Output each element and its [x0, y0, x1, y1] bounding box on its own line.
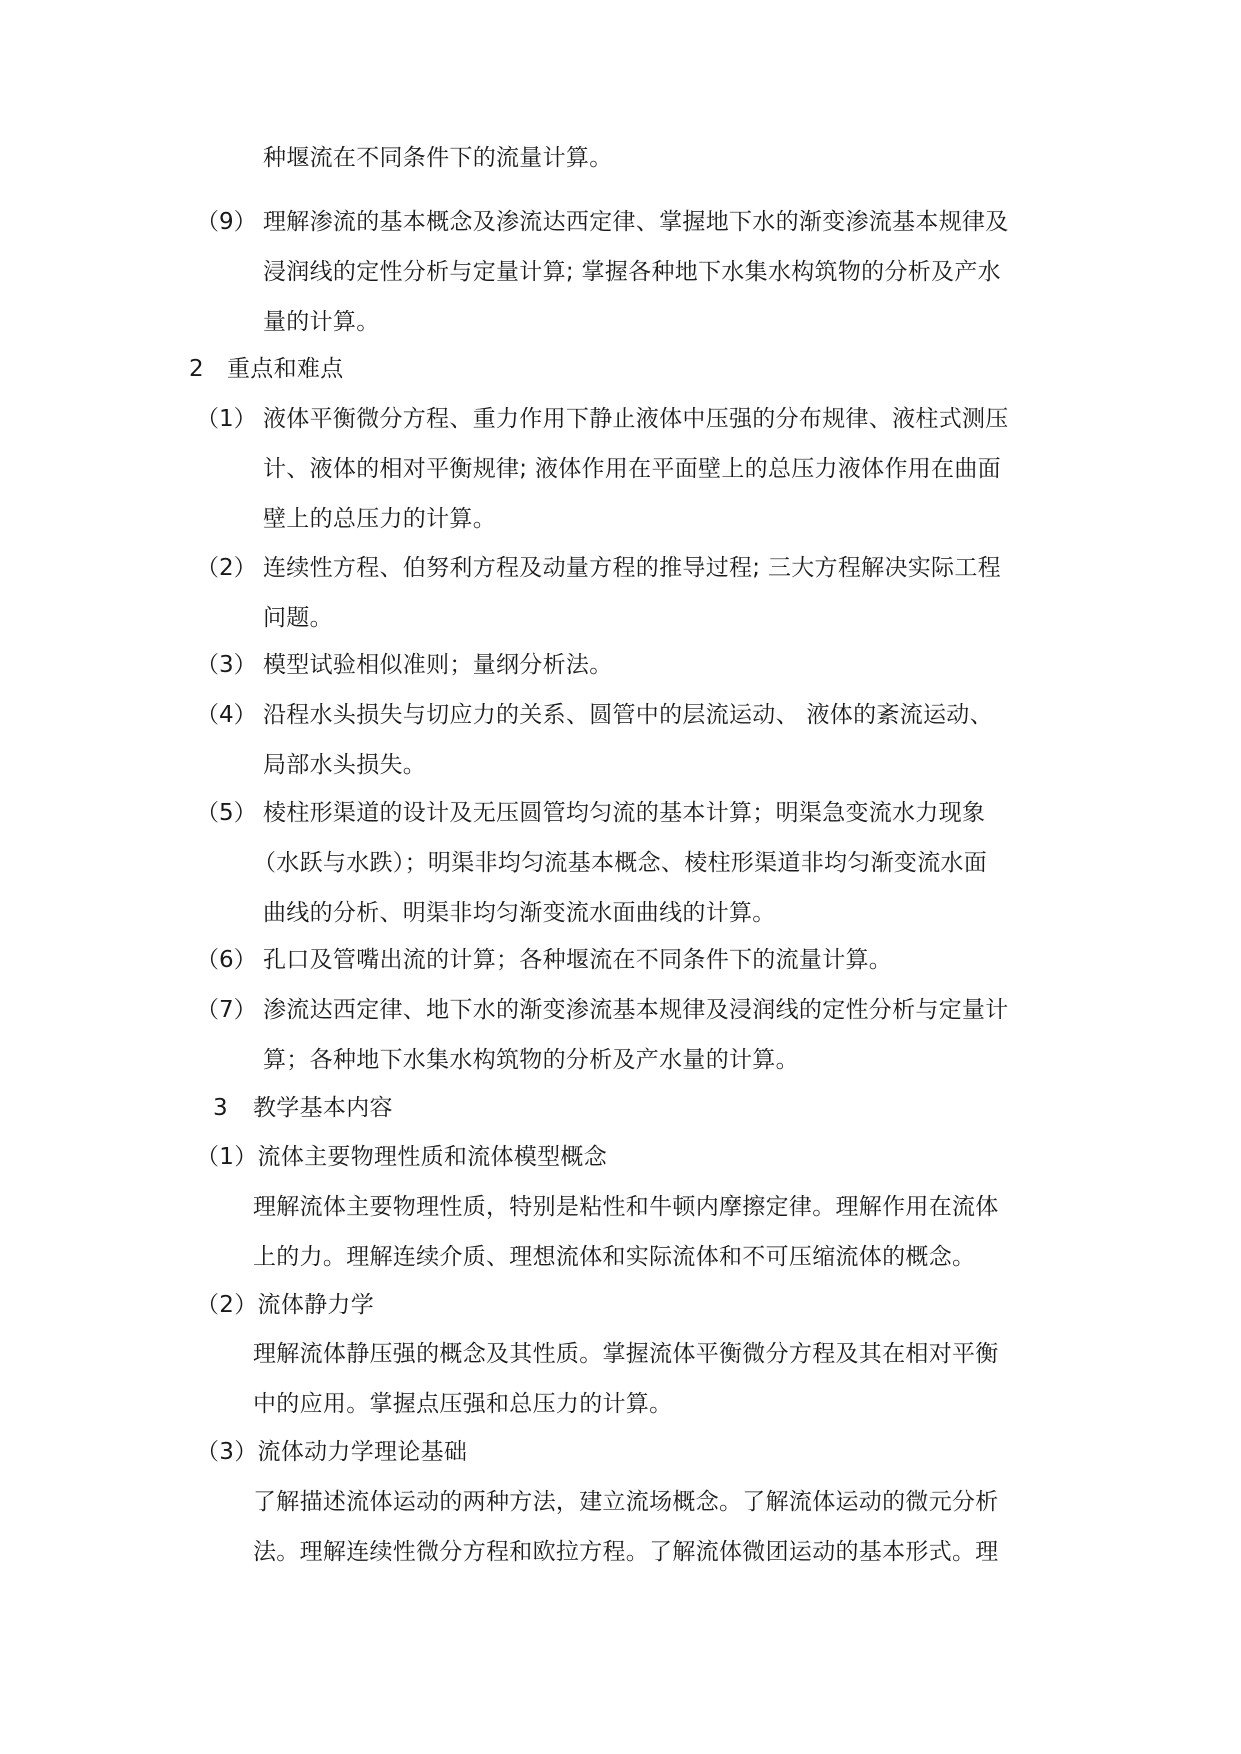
text-line: 局部水头损失。 — [263, 752, 427, 778]
text-line: （水跃与水跌）；明渠非均匀流基本概念、棱柱形渠道非均匀渐变流水面 — [253, 850, 988, 876]
text-line: 棱柱形渠道的设计及无压圆管均匀流的基本计算；明渠急变流水力现象 — [263, 800, 986, 826]
section-number: 2 — [189, 356, 204, 382]
text-line: 模型试验相似准则；量纲分析法。 — [263, 652, 613, 678]
text-line: 上的力。理解连续介质、理想流体和实际流体和不可压缩流体的概念。 — [253, 1244, 976, 1270]
section-heading: 重点和难点 — [227, 356, 344, 382]
text-line: 连续性方程、伯努利方程及动量方程的推导过程; 三大方程解决实际工程 — [263, 555, 1001, 581]
item-number: （5） — [196, 800, 257, 826]
text-line: 中的应用。掌握点压强和总压力的计算。 — [253, 1391, 673, 1417]
text-line: 量的计算。 — [263, 309, 380, 335]
text-line: 法。理解连续性微分方程和欧拉方程。了解流体微团运动的基本形式。理 — [253, 1539, 999, 1565]
item-number: （6） — [196, 947, 257, 973]
text-line: 理解渗流的基本概念及渗流达西定律、掌握地下水的渐变渗流基本规律及 — [263, 209, 1009, 235]
section-number: 3 — [213, 1095, 228, 1121]
text-line: 孔口及管嘴出流的计算；各种堰流在不同条件下的流量计算。 — [263, 947, 893, 973]
text-line: 计、液体的相对平衡规律; 液体作用在平面壁上的总压力液体作用在曲面 — [263, 456, 1001, 482]
section-heading: 教学基本内容 — [253, 1095, 393, 1121]
item-number: （4） — [196, 702, 257, 728]
text-line: 渗流达西定律、地下水的渐变渗流基本规律及浸润线的定性分析与定量计 — [263, 997, 1009, 1023]
text-line: 种堰流在不同条件下的流量计算。 — [263, 145, 613, 171]
subsection-heading: （3）流体动力学理论基础 — [196, 1439, 468, 1465]
text-line: 壁上的总压力的计算。 — [263, 506, 496, 532]
text-line: 液体平衡微分方程、重力作用下静止液体中压强的分布规律、液柱式测压 — [263, 406, 1009, 432]
item-number: （9） — [196, 209, 257, 235]
item-number: （3） — [196, 652, 257, 678]
text-line: 曲线的分析、明渠非均匀渐变流水面曲线的计算。 — [263, 900, 776, 926]
text-line: 沿程水头损失与切应力的关系、圆管中的层流运动、 液体的紊流运动、 — [263, 702, 993, 728]
item-number: （7） — [196, 997, 257, 1023]
text-line: 问题。 — [263, 605, 333, 631]
text-line: 了解描述流体运动的两种方法，建立流场概念。了解流体运动的微元分析 — [253, 1489, 999, 1515]
item-number: （2） — [196, 555, 257, 581]
subsection-heading: （2）流体静力学 — [196, 1292, 375, 1318]
text-line: 算；各种地下水集水构筑物的分析及产水量的计算。 — [263, 1047, 799, 1073]
text-line: 理解流体静压强的概念及其性质。掌握流体平衡微分方程及其在相对平衡 — [253, 1341, 999, 1367]
text-line: 浸润线的定性分析与定量计算; 掌握各种地下水集水构筑物的分析及产水 — [263, 259, 1001, 285]
text-line: 理解流体主要物理性质，特别是粘性和牛顿内摩擦定律。理解作用在流体 — [253, 1194, 999, 1220]
item-number: （1） — [196, 406, 257, 432]
subsection-heading: （1）流体主要物理性质和流体模型概念 — [196, 1144, 608, 1170]
